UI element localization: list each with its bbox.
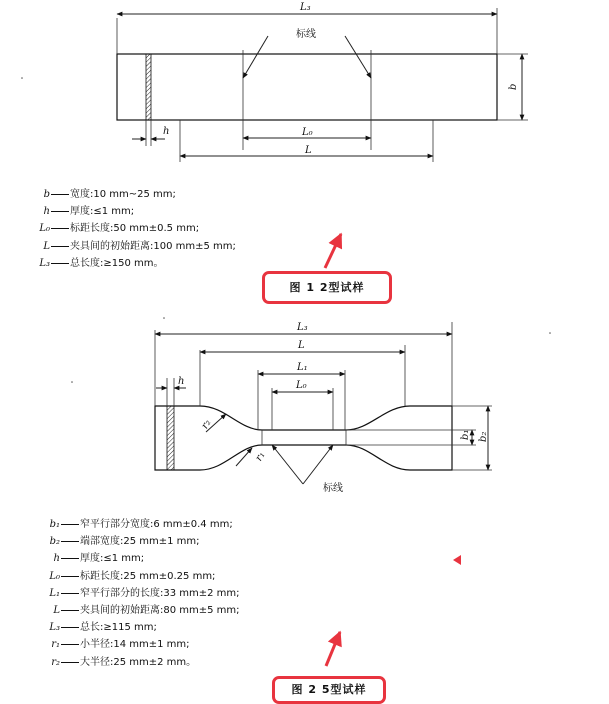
legend-description: 厚度:≤1 mm; xyxy=(80,553,145,565)
legend-description: 夹具间的初始距离:100 mm±5 mm; xyxy=(70,240,236,252)
fig2-specimen-outline xyxy=(155,406,452,470)
legend-dash xyxy=(51,263,69,264)
legend-dash xyxy=(61,662,79,663)
fig2-legend xyxy=(40,516,240,671)
figure2-drawing xyxy=(155,322,492,494)
fig2-gauge-marks-label: 标线 xyxy=(323,483,343,494)
legend-row xyxy=(40,636,240,653)
legend-dash xyxy=(61,593,79,594)
fig2-r2-label: r₂ xyxy=(199,417,214,431)
legend-description: 标距长度:50 mm±0.5 mm; xyxy=(70,223,200,235)
legend-row xyxy=(40,550,240,567)
fig2-hatch xyxy=(167,406,174,470)
fig2-h-label: h xyxy=(178,376,185,387)
fig1-gauge-marks-label: 标线 xyxy=(296,29,316,40)
fig2-b1-label: b₁ xyxy=(460,429,471,440)
legend-dash xyxy=(51,246,69,247)
fig1-L0-label: L₀ xyxy=(302,127,313,138)
legend-symbol: r₂ xyxy=(51,656,60,668)
legend-row xyxy=(40,602,240,619)
legend-row xyxy=(40,654,240,671)
legend-dash xyxy=(61,541,79,542)
legend-symbol: h xyxy=(53,553,60,565)
legend-row xyxy=(30,220,236,237)
legend-symbol: L xyxy=(43,240,50,252)
fig1-caption: 图 1 2型试样 xyxy=(262,271,392,304)
legend-symbol: L₁ xyxy=(49,587,60,599)
legend-dash xyxy=(61,576,79,577)
legend-dash xyxy=(61,558,79,559)
red-annotation-arrow xyxy=(325,234,341,268)
legend-dash xyxy=(51,228,69,229)
legend-symbol: b xyxy=(43,189,50,200)
legend-row xyxy=(40,568,240,585)
legend-symbol: L₃ xyxy=(49,622,60,634)
legend-description: 标距长度:25 mm±0.25 mm; xyxy=(80,570,216,582)
legend-dash xyxy=(61,610,79,611)
red-annotation-arrow-2 xyxy=(326,632,340,666)
legend-description: 窄平行部分的长度:33 mm±2 mm; xyxy=(80,587,240,599)
fig2-L1-label: L₁ xyxy=(297,362,308,373)
legend-symbol: L₃ xyxy=(39,257,50,269)
legend-description: 总长:≥115 mm; xyxy=(80,622,157,634)
legend-symbol: L xyxy=(53,605,60,617)
figure1-drawing xyxy=(117,2,528,162)
legend-description: 窄平行部分宽度:6 mm±0.4 mm; xyxy=(80,519,233,530)
legend-dash xyxy=(51,211,69,212)
legend-description: 夹具间的初始距离:80 mm±5 mm; xyxy=(80,605,240,617)
fig2-L-label: L xyxy=(298,340,305,351)
red-pointer-triangle xyxy=(453,555,461,565)
legend-row xyxy=(40,516,240,533)
fig2-L0-label: L₀ xyxy=(296,380,307,391)
legend-symbol: L₀ xyxy=(49,570,60,582)
legend-row xyxy=(40,533,240,550)
fig2-b2-label: b₂ xyxy=(478,431,489,442)
legend-symbol: b₂ xyxy=(49,536,60,548)
legend-description: 大半径:25 mm±2 mm。 xyxy=(80,656,197,668)
legend-description: 小半径:14 mm±1 mm; xyxy=(80,639,190,651)
legend-dash xyxy=(61,524,79,525)
legend-description: 总长度:≥150 mm。 xyxy=(70,257,164,269)
fig1-legend xyxy=(30,186,236,272)
legend-row xyxy=(30,255,236,272)
legend-description: 厚度:≤1 mm; xyxy=(70,206,135,218)
fig1-b-label: b xyxy=(508,83,519,90)
fig2-caption: 图 2 5型试样 xyxy=(272,676,386,704)
legend-symbol: b₁ xyxy=(49,519,60,530)
fig2-r1-label: r₁ xyxy=(253,450,268,464)
legend-row xyxy=(40,585,240,602)
legend-dash xyxy=(61,644,79,645)
legend-dash xyxy=(61,627,79,628)
legend-row xyxy=(30,203,236,220)
legend-row xyxy=(30,238,236,255)
legend-symbol: r₁ xyxy=(51,639,60,651)
legend-dash xyxy=(51,194,69,195)
legend-row xyxy=(40,619,240,636)
fig1-L-label: L xyxy=(305,145,312,156)
fig1-hatch xyxy=(146,54,151,120)
legend-symbol: h xyxy=(43,206,50,218)
legend-row xyxy=(30,186,236,203)
legend-description: 端部宽度:25 mm±1 mm; xyxy=(80,536,200,548)
fig1-specimen-outline xyxy=(117,54,497,120)
legend-description: 宽度:10 mm~25 mm; xyxy=(70,189,176,200)
fig2-L3-label: L₃ xyxy=(297,322,308,333)
fig1-h-label: h xyxy=(163,126,170,137)
fig1-L3-label: L₃ xyxy=(300,2,311,13)
legend-symbol: L₀ xyxy=(39,223,50,235)
